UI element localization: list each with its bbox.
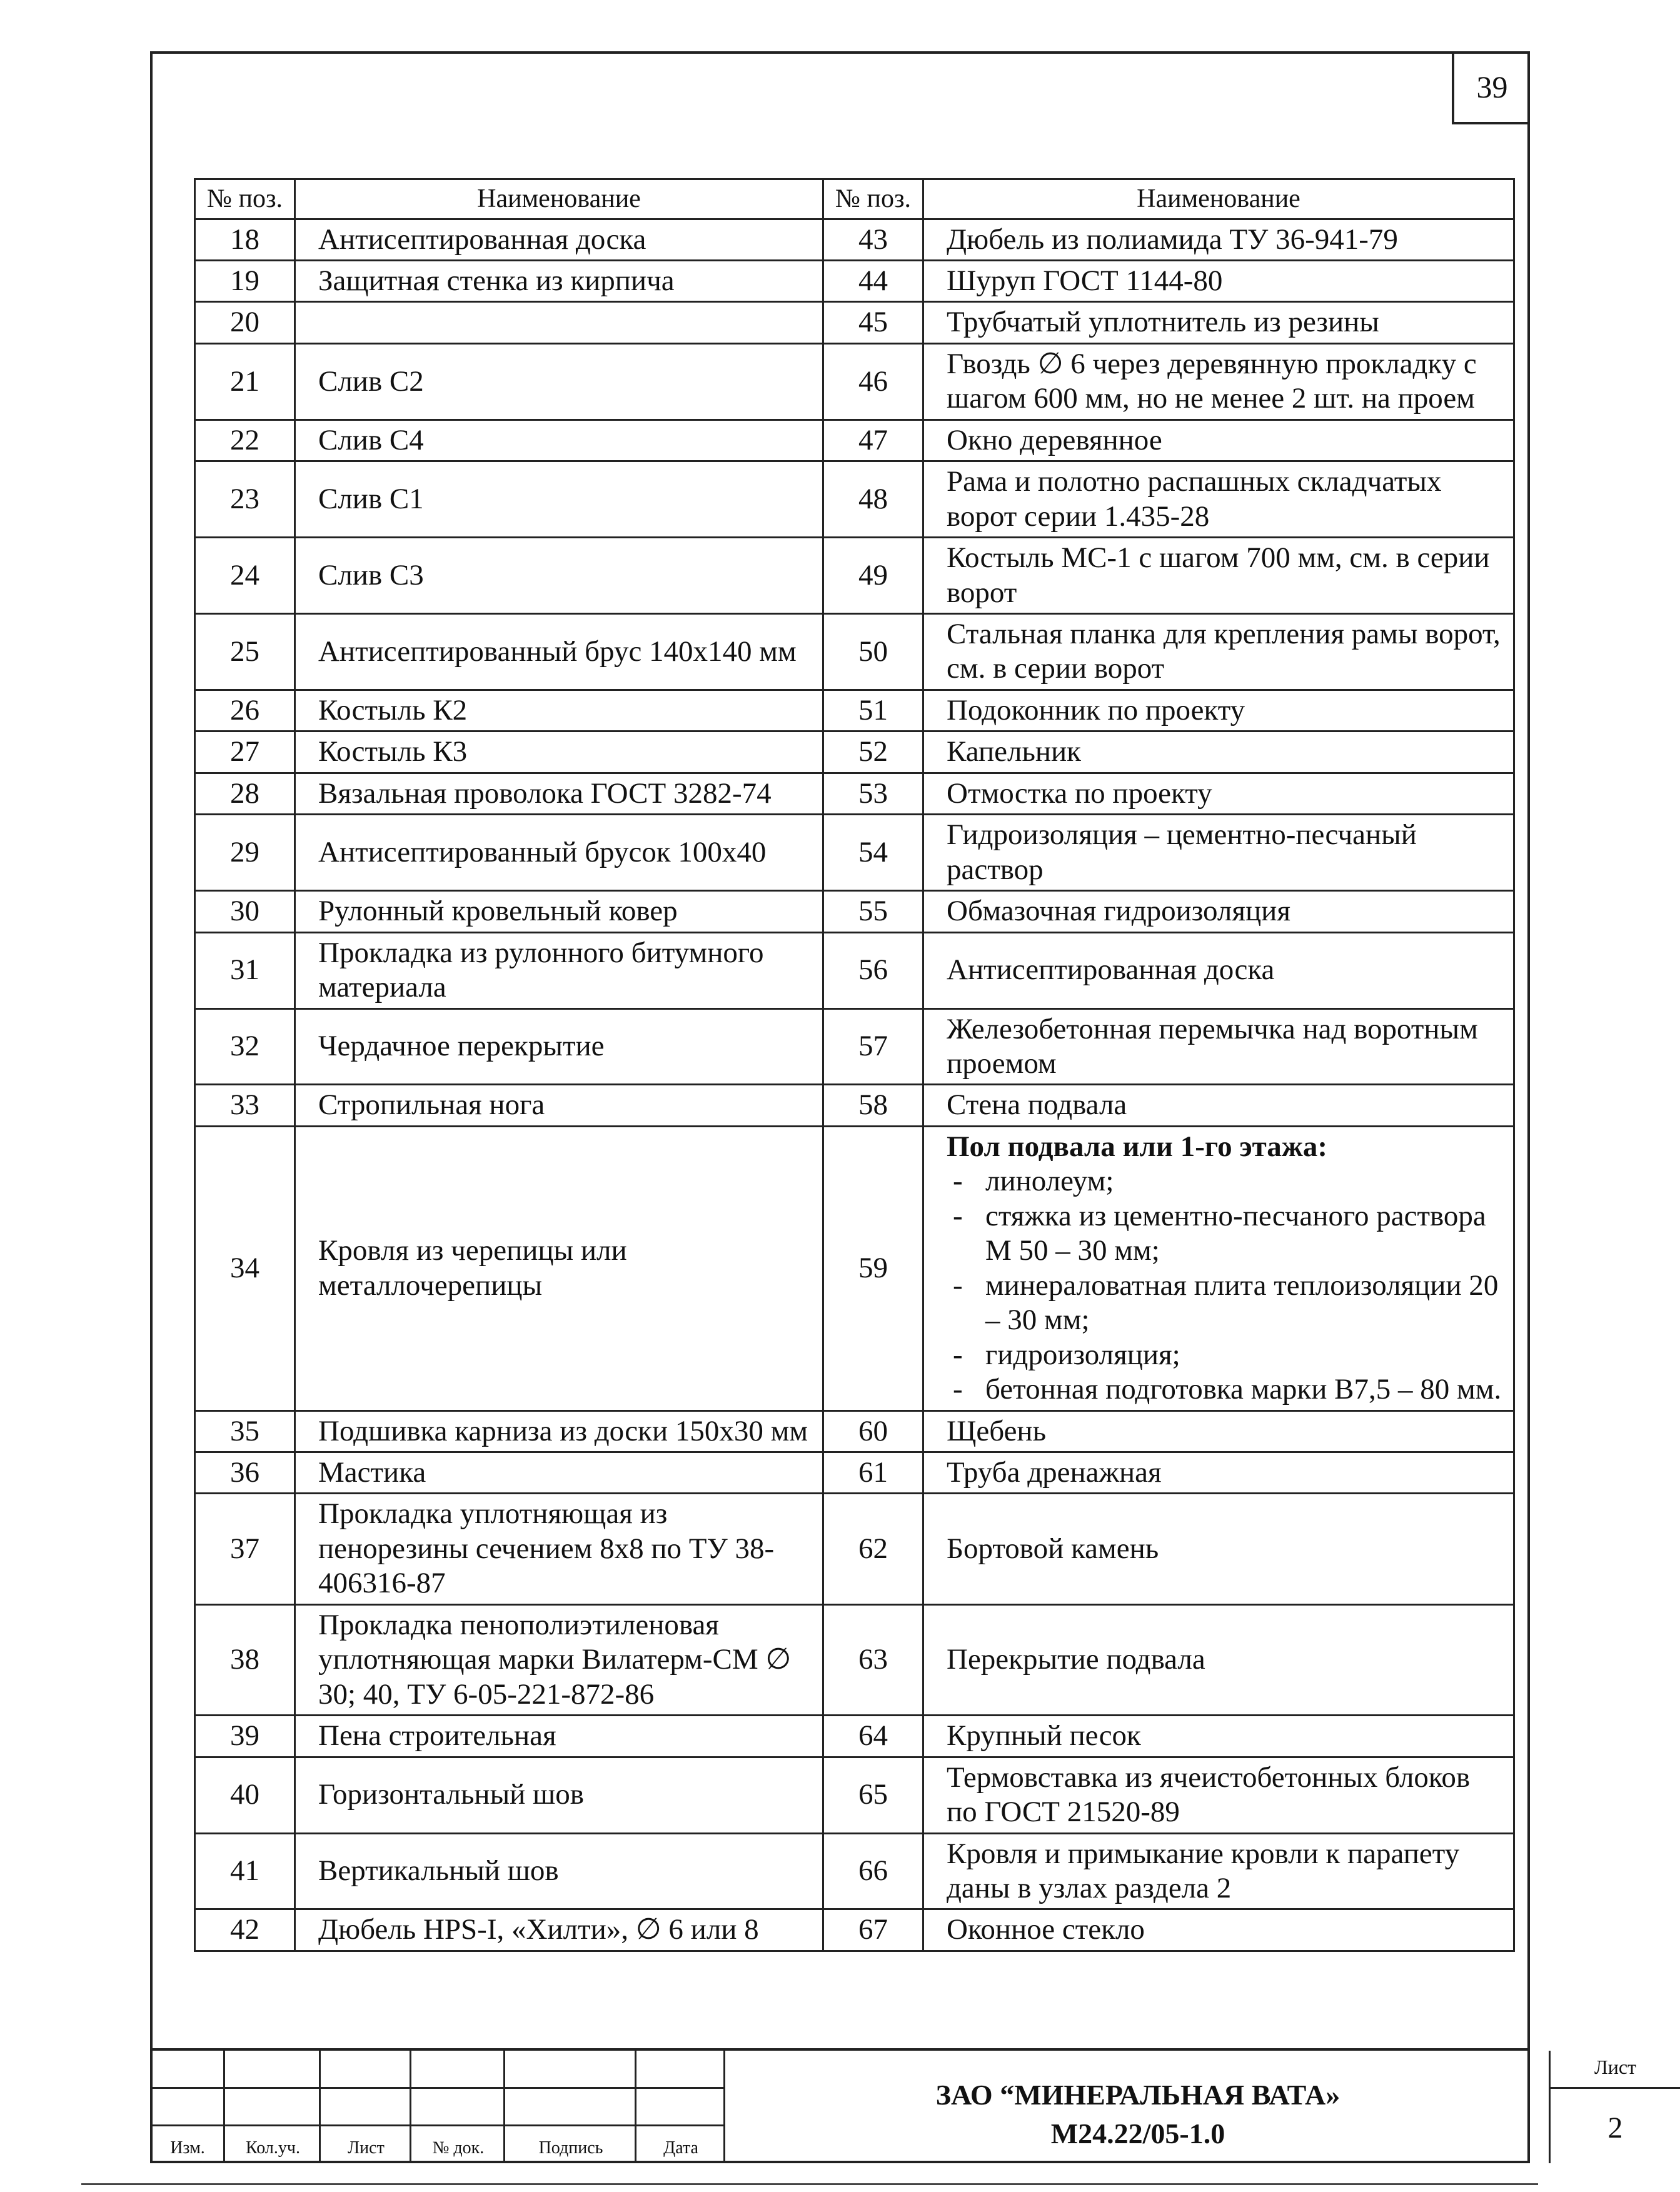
position-number-left: 38 [195, 1604, 295, 1715]
item-name-right: Железобетонная перемычка над воротным проемом [923, 1008, 1514, 1085]
position-number-left: 31 [195, 932, 295, 1008]
item-name-left: Горизонтальный шов [295, 1757, 823, 1833]
table-row [195, 815, 1514, 891]
item-name-left: Защитная стенка из кирпича [295, 260, 823, 301]
position-number-right: 65 [823, 1757, 923, 1833]
item-name-right: Шуруп ГОСТ 1144-80 [923, 260, 1514, 301]
table-row [195, 1494, 1514, 1604]
position-number-right: 66 [823, 1833, 923, 1909]
stamp-label-ndok: № док. [432, 2138, 485, 2158]
item-name-left: Вертикальный шов [295, 1833, 823, 1909]
table-row [195, 1716, 1514, 1757]
item-name-left: Слив С4 [295, 420, 823, 461]
position-number-right: 54 [823, 815, 923, 891]
item-name-left: Костыль К2 [295, 690, 823, 731]
item-name-right: Антисептированная доска [923, 932, 1514, 1008]
floor-layer-item: - стяжка из цементно-песчаного раствора М 50 – 30 мм; [947, 1199, 1506, 1269]
table-row [195, 732, 1514, 773]
stamp-row-line-1 [150, 2087, 725, 2089]
item-name-left: Подшивка карниза из доски 150х30 мм [295, 1410, 823, 1452]
position-number-right: 56 [823, 932, 923, 1008]
position-number-left: 28 [195, 773, 295, 814]
position-number-left: 25 [195, 614, 295, 690]
document-code: М24.22/05-1.0 [1050, 2118, 1225, 2150]
position-number-left: 21 [195, 343, 295, 420]
header-name-right: Наименование [923, 179, 1514, 219]
item-name-left: Слив С3 [295, 538, 823, 614]
company-block [725, 2076, 1551, 2153]
position-number-right: 59 [823, 1126, 923, 1410]
item-name-left: Пена строительная [295, 1716, 823, 1757]
item-name-right: Щебень [923, 1410, 1514, 1452]
table-row [195, 773, 1514, 814]
item-name-left: Мастика [295, 1452, 823, 1494]
item-name-right: Перекрытие подвала [923, 1604, 1514, 1715]
item-name-right: Кровля и примыкание кровли к парапету даны в узлах раздела 2 [923, 1833, 1514, 1909]
stamp-label-podpis: Подпись [538, 2138, 603, 2158]
position-number-right: 67 [823, 1909, 923, 1951]
position-number-right: 58 [823, 1085, 923, 1126]
position-number-right: 43 [823, 219, 923, 260]
item-name-right: Подоконник по проекту [923, 690, 1514, 731]
floor-composition-list [947, 1164, 1506, 1407]
table-header-row [195, 179, 1514, 219]
position-number-left: 37 [195, 1494, 295, 1604]
position-number-left: 34 [195, 1126, 295, 1410]
table-row [195, 1452, 1514, 1494]
position-number-left: 26 [195, 690, 295, 731]
company-name: ЗАО “МИНЕРАЛЬНАЯ ВАТА» [935, 2079, 1340, 2111]
header-name-left: Наименование [295, 179, 823, 219]
item-name-right: Капельник [923, 732, 1514, 773]
position-number-right: 63 [823, 1604, 923, 1715]
table-row [195, 343, 1514, 420]
item-name-right: Оконное стекло [923, 1909, 1514, 1951]
table-row [195, 302, 1514, 343]
position-number-left: 39 [195, 1716, 295, 1757]
position-number-right: 47 [823, 420, 923, 461]
item-name-left: Слив С2 [295, 343, 823, 420]
item-name-right: Гвоздь ∅ 6 через деревянную прокладку с шагом 600 мм, но не менее 2 шт. на проем [923, 343, 1514, 420]
item-name-right: Трубчатый уплотнитель из резины [923, 302, 1514, 343]
table-row [195, 1085, 1514, 1126]
table-row [195, 690, 1514, 731]
item-name-right: Термовставка из ячеистобетонных блоков по ГОСТ 21520-89 [923, 1757, 1514, 1833]
position-number-left: 33 [195, 1085, 295, 1126]
item-name-left: Антисептированная доска [295, 219, 823, 260]
floor-layer-item: - минераловатная плита теплоизоляции 20 – 30 мм; [947, 1269, 1506, 1338]
position-number-right: 53 [823, 773, 923, 814]
item-name-right: Крупный песок [923, 1716, 1514, 1757]
item-name-left: Антисептированный брусок 100х40 [295, 815, 823, 891]
item-name-right: Гидроизоляция – цементно-песчаный раствор [923, 815, 1514, 891]
stamp-label-data: Дата [663, 2138, 698, 2158]
floor-composition-title: Пол подвала или 1-го этажа: [947, 1130, 1328, 1163]
table-row [195, 932, 1514, 1008]
table-row [195, 1008, 1514, 1085]
table-row [195, 1909, 1514, 1951]
page-number: 39 [1452, 51, 1530, 124]
sheet-number: 2 [1607, 2111, 1623, 2144]
table-row [195, 420, 1514, 461]
item-name-left [295, 302, 823, 343]
stamp-row-line-2 [150, 2124, 725, 2126]
item-name-right: Рама и полотно распашных складчатых ворот серии 1.435-28 [923, 461, 1514, 538]
item-name-left: Антисептированный брус 140х140 мм [295, 614, 823, 690]
position-number-right: 64 [823, 1716, 923, 1757]
item-name-right: Стена подвала [923, 1085, 1514, 1126]
position-number-left: 35 [195, 1410, 295, 1452]
item-name-left: Слив С1 [295, 461, 823, 538]
stamp-label-kolych: Кол.уч. [246, 2138, 300, 2158]
position-number-right: 50 [823, 614, 923, 690]
item-name-left: Дюбель HPS-I, «Хилти», ∅ 6 или 8 [295, 1909, 823, 1951]
position-number-left: 42 [195, 1909, 295, 1951]
floor-layer-item: - гидроизоляция; [947, 1338, 1506, 1372]
position-number-left: 20 [195, 302, 295, 343]
stamp-label-list: Лист [348, 2138, 385, 2158]
item-name-left: Кровля из черепицы или металлочерепицы [295, 1126, 823, 1410]
header-pos-left: № поз. [195, 179, 295, 219]
position-number-left: 29 [195, 815, 295, 891]
position-number-right: 62 [823, 1494, 923, 1604]
item-name-left: Чердачное перекрытие [295, 1008, 823, 1085]
table-row [195, 461, 1514, 538]
item-name-right: Бортовой камень [923, 1494, 1514, 1604]
item-name-right: Обмазочная гидроизоляция [923, 891, 1514, 932]
item-name-left: Рулонный кровельный ковер [295, 891, 823, 932]
position-number-left: 18 [195, 219, 295, 260]
position-number-right: 60 [823, 1410, 923, 1452]
position-number-left: 27 [195, 732, 295, 773]
stamp-label-izm: Изм. [170, 2138, 205, 2158]
item-name-right: Отмостка по проекту [923, 773, 1514, 814]
floor-layer-item: - линолеум; [947, 1164, 1506, 1199]
sheet-label: Лист [1594, 2056, 1636, 2078]
item-name-right: Стальная планка для крепления рамы ворот, см. в серии ворот [923, 614, 1514, 690]
floor-layer-item: - бетонная подготовка марки В7,5 – 80 мм. [947, 1372, 1506, 1407]
position-number-left: 32 [195, 1008, 295, 1085]
position-number-right: 48 [823, 461, 923, 538]
table-row [195, 260, 1514, 301]
table-row [195, 614, 1514, 690]
position-number-left: 30 [195, 891, 295, 932]
position-number-left: 40 [195, 1757, 295, 1833]
item-name-left: Прокладка уплотняющая из пенорезины сечением 8х8 по ТУ 38-406316-87 [295, 1494, 823, 1604]
table-row [195, 1410, 1514, 1452]
title-block [150, 2048, 1636, 2163]
position-number-right: 55 [823, 891, 923, 932]
stamp-sheet-line [1551, 2087, 1680, 2089]
specification-table [194, 178, 1515, 1952]
item-name-left: Прокладка из рулонного битумного материала [295, 932, 823, 1008]
position-number-left: 41 [195, 1833, 295, 1909]
position-number-right: 57 [823, 1008, 923, 1085]
item-name-right-composite [923, 1126, 1514, 1410]
position-number-left: 22 [195, 420, 295, 461]
header-pos-right: № поз. [823, 179, 923, 219]
item-name-left: Прокладка пенополиэтиленовая уплотняющая марки Вилатерм-СМ ∅ 30; 40, ТУ 6-05-221-872-86 [295, 1604, 823, 1715]
table-row [195, 1126, 1514, 1410]
position-number-right: 51 [823, 690, 923, 731]
position-number-left: 24 [195, 538, 295, 614]
position-number-left: 23 [195, 461, 295, 538]
position-number-right: 52 [823, 732, 923, 773]
table-row [195, 1833, 1514, 1909]
item-name-right: Окно деревянное [923, 420, 1514, 461]
position-number-right: 44 [823, 260, 923, 301]
table-row [195, 538, 1514, 614]
table-row [195, 1604, 1514, 1715]
position-number-right: 46 [823, 343, 923, 420]
table-row [195, 891, 1514, 932]
table-row [195, 1757, 1514, 1833]
position-number-right: 61 [823, 1452, 923, 1494]
item-name-right: Дюбель из полиамида ТУ 36-941-79 [923, 219, 1514, 260]
bottom-rule [81, 2183, 1538, 2185]
item-name-right: Труба дренажная [923, 1452, 1514, 1494]
item-name-left: Стропильная нога [295, 1085, 823, 1126]
item-name-left: Костыль К3 [295, 732, 823, 773]
position-number-right: 45 [823, 302, 923, 343]
position-number-right: 49 [823, 538, 923, 614]
position-number-left: 36 [195, 1452, 295, 1494]
item-name-left: Вязальная проволока ГОСТ 3282-74 [295, 773, 823, 814]
table-row [195, 219, 1514, 260]
position-number-left: 19 [195, 260, 295, 301]
item-name-right: Костыль МС-1 с шагом 700 мм, см. в серии ворот [923, 538, 1514, 614]
